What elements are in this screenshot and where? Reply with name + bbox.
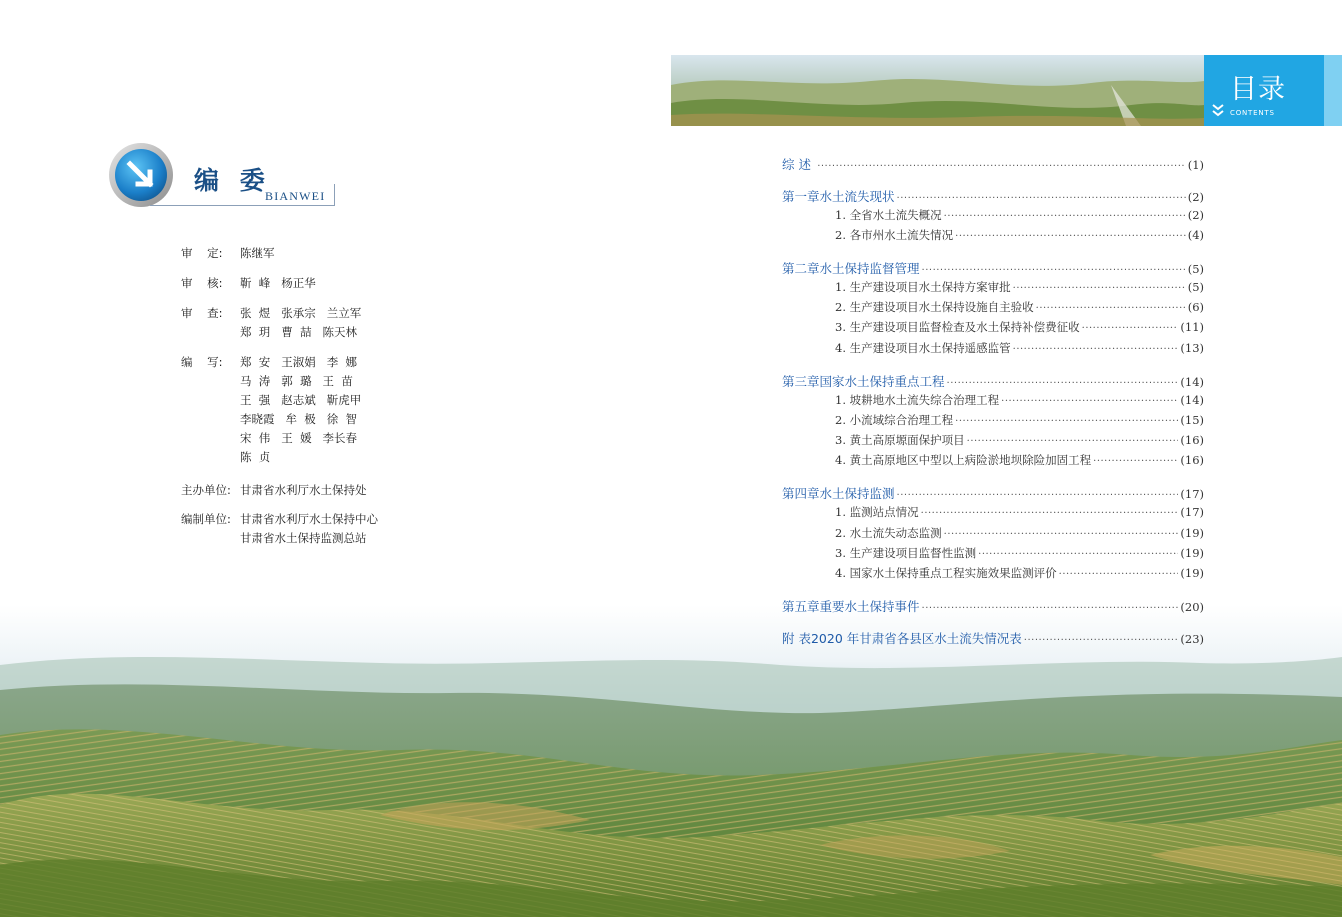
toc-page: (20)	[1180, 600, 1204, 614]
toc-section-title: 1. 全省水土流失概况	[835, 208, 942, 222]
toc-page: (11)	[1180, 320, 1204, 334]
toc-entry[interactable]	[835, 432, 1204, 448]
toc-page: (14)	[1180, 375, 1204, 389]
toc-leader	[1013, 283, 1186, 294]
toc-leader	[922, 265, 1186, 276]
toc-section-title: 4. 生产建设项目水土保持遥感监管	[835, 341, 1011, 355]
toc-chapter-label: 第三章	[782, 374, 820, 389]
committee-label: 审 定:	[181, 246, 223, 260]
toc-leader	[944, 529, 1179, 540]
toc-entry[interactable]	[782, 155, 1204, 173]
toc-entry[interactable]	[782, 484, 1204, 502]
toc-leader	[1093, 456, 1178, 467]
toc-chapter-label: 综 述	[782, 157, 811, 172]
toc-page: (16)	[1180, 453, 1204, 467]
toc-leader	[947, 378, 1179, 389]
toc-leader	[1001, 396, 1178, 407]
committee-names: 甘肃省水土保持监测总站	[240, 531, 367, 545]
committee-names: 张 煜 张承宗 兰立军	[240, 306, 362, 320]
committee-label: 审 核:	[181, 276, 223, 290]
toc-leader	[817, 161, 1186, 172]
toc-chapter-label: 附 表	[782, 631, 811, 646]
committee-label: 主办单位:	[181, 483, 231, 497]
toc-chapter-label: 第五章	[782, 599, 820, 614]
toc-section-title: 3. 生产建设项目监督性监测	[835, 546, 977, 560]
toc-entry[interactable]	[835, 525, 1204, 541]
editorial-tick	[334, 184, 335, 206]
committee-names: 陈 贞	[240, 450, 271, 464]
editorial-underline	[150, 205, 335, 206]
toc-leader	[1082, 323, 1179, 334]
toc-entry[interactable]	[835, 452, 1204, 468]
toc-entry[interactable]	[835, 392, 1204, 408]
toc-leader	[967, 436, 1179, 447]
toc-chapter-label: 第一章	[782, 189, 820, 204]
committee-names: 靳 峰 杨正华	[240, 276, 316, 290]
toc-section-title: 1. 坡耕地水土流失综合治理工程	[835, 393, 1000, 407]
toc-page: (5)	[1187, 262, 1204, 276]
toc-section-title: 3. 生产建设项目监督检查及水土保持补偿费征收	[835, 320, 1080, 334]
toc-entry[interactable]	[782, 372, 1204, 390]
chevron-down-icon	[1212, 103, 1224, 117]
toc-leader	[921, 508, 1179, 519]
toc-chapter-title: 2020 年甘肃省各县区水土流失情况表	[810, 631, 1022, 646]
toc-page: (6)	[1187, 300, 1204, 314]
toc-leader	[944, 211, 1186, 222]
toc-page: (13)	[1180, 341, 1204, 355]
toc-entry[interactable]	[782, 259, 1204, 277]
toc-chapter-title: 水土保持监督管理	[819, 261, 920, 276]
toc-page: (17)	[1180, 505, 1204, 519]
toc-section-title: 2. 各市州水土流失情况	[835, 228, 954, 242]
committee-names: 甘肃省水利厅水土保持处	[240, 483, 367, 497]
editorial-title: 编 委	[194, 166, 271, 195]
toc-chapter-title: 重要水土保持事件	[819, 599, 920, 614]
contents-title: 目录	[1230, 74, 1286, 105]
toc-entry[interactable]	[782, 187, 1204, 205]
toc-entry[interactable]	[835, 565, 1204, 581]
toc-page: (19)	[1180, 526, 1204, 540]
toc-entry[interactable]	[782, 597, 1204, 615]
toc-entry[interactable]	[835, 207, 1204, 223]
toc-page: (1)	[1187, 158, 1204, 172]
toc-page: (17)	[1180, 487, 1204, 501]
arrow-badge-icon	[108, 142, 174, 208]
toc-leader	[955, 231, 1186, 242]
terrace-landscape-photo	[0, 605, 1342, 917]
toc-section-title: 3. 黄土高原塬面保护项目	[835, 433, 965, 447]
toc-leader	[955, 416, 1178, 427]
toc-page: (14)	[1180, 393, 1204, 407]
toc-page: (16)	[1180, 433, 1204, 447]
toc-entry[interactable]	[835, 504, 1204, 520]
toc-section-title: 2. 小流域综合治理工程	[835, 413, 954, 427]
toc-chapter-title: 国家水土保持重点工程	[819, 374, 945, 389]
toc-section-title: 4. 黄土高原地区中型以上病险淤地坝除险加固工程	[835, 453, 1092, 467]
contents-subtitle: CONTENTS	[1230, 109, 1275, 117]
committee-names: 陈继军	[240, 246, 275, 260]
toc-chapter-label: 第四章	[782, 486, 820, 501]
toc-leader	[897, 193, 1186, 204]
toc-leader	[978, 549, 1178, 560]
committee-names: 宋 伟 王 媛 李长春	[240, 431, 358, 445]
toc-entry[interactable]	[835, 227, 1204, 243]
committee-names: 郑 玥 曹 喆 陈天林	[240, 325, 358, 339]
toc-page: (5)	[1187, 280, 1204, 294]
committee-label: 编制单位:	[181, 512, 231, 526]
toc-section-title: 1. 生产建设项目水土保持方案审批	[835, 280, 1011, 294]
toc-entry[interactable]	[835, 340, 1204, 356]
toc-entry[interactable]	[835, 299, 1204, 315]
contents-edge-strip	[1324, 55, 1342, 126]
toc-entry[interactable]	[835, 545, 1204, 561]
editorial-subtitle: BIANWEI	[265, 189, 326, 203]
toc-leader	[1036, 303, 1186, 314]
toc-page: (15)	[1180, 413, 1204, 427]
toc-page: (19)	[1180, 546, 1204, 560]
contents-tab	[1204, 55, 1324, 126]
toc-section-title: 4. 国家水土保持重点工程实施效果监测评价	[835, 566, 1057, 580]
committee-label: 审 查:	[181, 306, 223, 320]
toc-entry[interactable]	[835, 279, 1204, 295]
committee-names: 王 强 赵志斌 靳虎甲	[240, 393, 362, 407]
toc-leader	[1013, 344, 1179, 355]
toc-leader	[1059, 569, 1179, 580]
toc-page: (19)	[1180, 566, 1204, 580]
toc-section-title: 2. 生产建设项目水土保持设施自主验收	[835, 300, 1034, 314]
committee-names: 郑 安 王淑娟 李 娜	[240, 355, 358, 369]
toc-chapter-title: 水土保持监测	[819, 486, 895, 501]
toc-page: (2)	[1187, 190, 1204, 204]
toc-entry[interactable]	[835, 412, 1204, 428]
toc-leader	[897, 490, 1179, 501]
header-banner-photo	[671, 55, 1204, 126]
committee-label: 编 写:	[181, 355, 223, 369]
committee-names: 甘肃省水利厅水土保持中心	[240, 512, 378, 526]
toc-page: (4)	[1187, 228, 1204, 242]
committee-names: 马 涛 郭 璐 王 苗	[240, 374, 353, 388]
toc-leader	[922, 603, 1179, 614]
toc-page: (23)	[1180, 632, 1204, 646]
toc-chapter-label: 第二章	[782, 261, 820, 276]
toc-leader	[1024, 635, 1179, 646]
committee-names: 李晓霞 牟 极 徐 智	[240, 412, 358, 426]
toc-section-title: 2. 水土流失动态监测	[835, 526, 942, 540]
toc-chapter-title: 水土流失现状	[819, 189, 895, 204]
toc-entry[interactable]	[782, 629, 1204, 647]
toc-entry[interactable]	[835, 319, 1204, 335]
toc-section-title: 1. 监测站点情况	[835, 505, 919, 519]
toc-page: (2)	[1187, 208, 1204, 222]
